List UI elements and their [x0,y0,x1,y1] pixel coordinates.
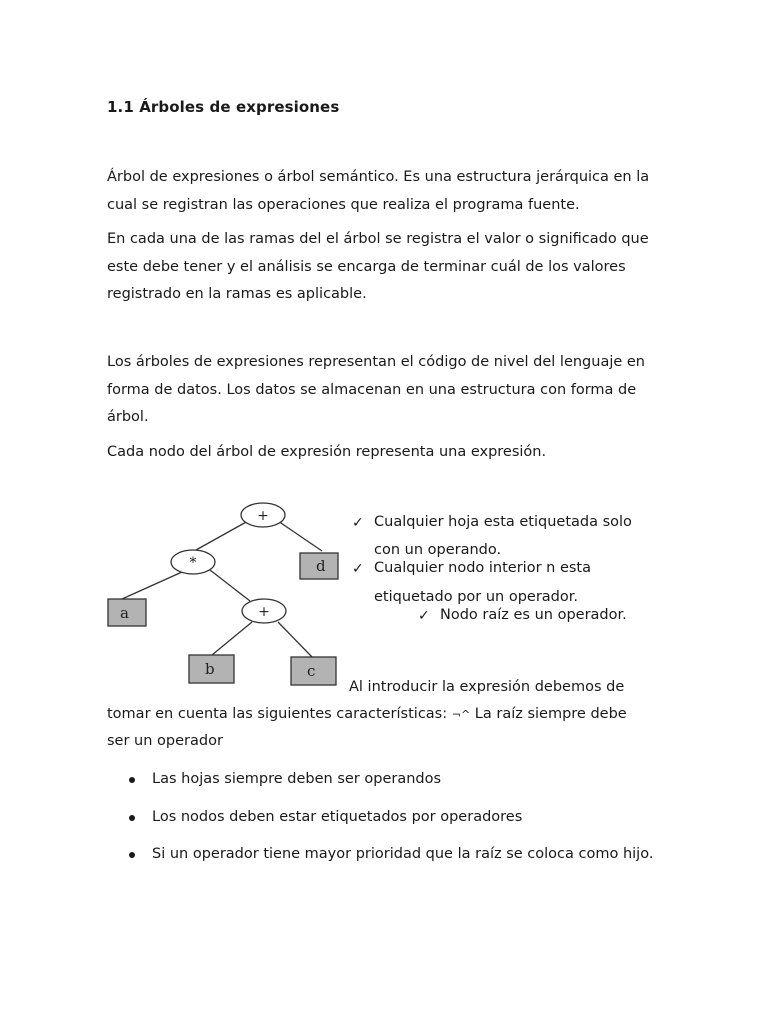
checklist-item-3: Nodo raíz es un operador. [440,607,627,623]
checklist-item-1-line-2: con un operando. [374,542,502,558]
checklist-item-2-line-2: etiquetado por un operador. [374,589,578,605]
node-root-label: + [257,508,269,524]
edge-mul-plus [210,570,250,601]
leaf-d-label: d [316,557,326,575]
node-inner-plus-label: + [258,604,270,620]
list-item-text: Los nodos deben estar etiquetados por operadores [152,808,523,825]
node-multiply-label: * [189,555,197,571]
edge-root-mul [196,521,248,550]
edge-root-d [278,521,322,551]
paragraph-node-expression: Cada nodo del árbol de expresión representa una expresión. [107,444,547,460]
bullet-list [107,766,667,879]
paragraph-data-form: Los árboles de expresiones representan el código de nivel del lenguaje en forma de datos. Los datos se almacenan en una estructura con forma de árbol. [107,354,646,425]
expression-tree-diagram [100,495,350,690]
list-item-text: Si un operador tiene mayor prioridad que la raíz se coloca como hijo. [152,846,654,862]
intro-line-2 [107,706,627,722]
edge-plus-b [212,622,252,655]
list-item-text: Las hojas siempre deben ser operandos [152,771,442,787]
check-mark-icon: ✓ [352,515,364,531]
paragraph-definition: Árbol de expresiones o árbol semántico. Es una estructura jerárquica en la cual se registran las operaciones que realiza el programa fuente. [107,169,650,213]
special-symbol: ¬^ [451,708,471,721]
checklist-item-1-line-1: Cualquier hoja esta etiquetada solo [374,514,632,530]
intro-line-2-end: La raíz siempre debe [474,706,627,722]
paragraph-branches: En cada una de las ramas del el árbol se registra el valor o significado que este debe tener y el análisis se encarga de terminar cuál de los valores registrado en la ramas es aplicable. [107,231,649,302]
list-item [107,804,667,832]
intro-line-1: Al introducir la expresión debemos de [349,679,625,695]
leaf-b-label: b [205,660,215,678]
leaf-a-label: a [120,604,129,622]
edge-plus-c [278,622,312,657]
leaf-c-label: c [307,662,316,680]
bullet-icon [129,777,135,783]
section-heading: 1.1 Árboles de expresiones [107,98,340,116]
bullet-icon [129,852,135,858]
bullet-icon [129,815,135,821]
check-mark-icon: ✓ [352,561,364,577]
check-mark-icon: ✓ [418,608,430,624]
intro-line-3: ser un operador [107,733,223,749]
edge-mul-a [122,572,182,599]
checklist-item-2-line-1: Cualquier nodo interior n esta [374,560,591,576]
list-item [107,766,667,794]
intro-line-2-start: tomar en cuenta las siguientes características: [107,706,448,722]
list-item [107,841,667,869]
